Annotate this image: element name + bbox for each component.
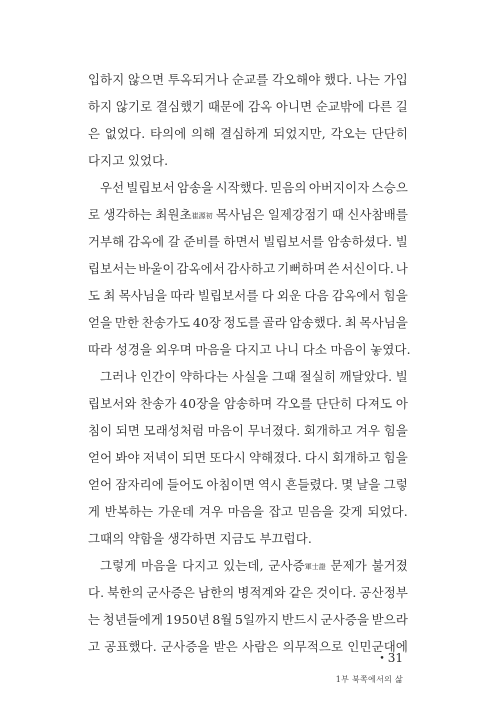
text-line: 입하지 않으면 투옥되거나 순교를 각오해야 했다. 나는 가입 (88, 72, 408, 87)
bullet-icon: • (379, 654, 385, 664)
text-line: 그러나 인간이 약하다는 사실을 그때 절실히 깨달았다. 빌 (100, 369, 408, 384)
text-line: 하지 않기로 결심했기 때문에 감옥 아니면 순교밖에 다른 길 (88, 99, 408, 114)
text-line: 다. 북한의 군사증은 남한의 병적계와 같은 것이다. 공산정부 (88, 585, 408, 600)
text-line: 그렇게 마음을 다지고 있는데, 군사증軍士證 문제가 불거졌 (100, 558, 408, 573)
text-line: 로 생각하는 최원초崔源初 목사님은 일제강점기 때 신사참배를 (88, 207, 408, 222)
page-number-value: 31 (387, 651, 403, 665)
text-line: 거부해 감옥에 갈 준비를 하면서 빌립보서를 암송하셨다. 빌 (88, 234, 408, 249)
text-line: 얻을 만한 찬송가도 40장 정도를 골라 암송했다. 최 목사님을 (88, 315, 408, 330)
text-line: 게 반복하는 가운데 겨우 마음을 잡고 믿음을 갖게 되었다. (88, 504, 408, 519)
text-line: 립보서는 바울이 감옥에서 감사하고 기뻐하며 쓴 서신이다. 나 (88, 261, 408, 276)
text-line: 얻어 봐야 저녁이 되면 또다시 약해졌다. 다시 회개하고 힘을 (88, 450, 408, 465)
text-line: 얻어 잠자리에 들어도 아침이면 역시 흔들렸다. 몇 날을 그렇 (88, 477, 408, 492)
page-number (379, 651, 403, 665)
text-line: 립보서와 찬송가 40장을 암송하며 각오를 단단히 다져도 아 (88, 396, 408, 411)
text-line: 침이 되면 모래성처럼 마음이 무너졌다. 회개하고 겨우 힘을 (88, 423, 408, 438)
text-line: 그때의 약함을 생각하면 지금도 부끄럽다. (88, 531, 313, 546)
text-line: 도 최 목사님을 따라 빌립보서를 다 외운 다음 감옥에서 힘을 (88, 288, 408, 303)
text-line: 우선 빌립보서 암송을 시작했다. 믿음의 아버지이자 스승으 (100, 180, 408, 195)
text-line: 는 청년들에게 1950년 8월 5일까지 반드시 군사증을 받으라 (88, 612, 408, 627)
running-footer: 1부 북쪽에서의 삶 (335, 675, 403, 684)
text-line: 은 없었다. 타의에 의해 결심하게 되었지만, 각오는 단단히 (88, 126, 408, 141)
text-line: 따라 성경을 외우며 마음을 다지고 나니 다소 마음이 놓였다. (88, 342, 411, 357)
text-line: 다지고 있었다. (88, 153, 169, 168)
text-line: 고 공표했다. 군사증을 받은 사람은 의무적으로 인민군대에 (88, 639, 408, 654)
body-text (88, 66, 411, 660)
